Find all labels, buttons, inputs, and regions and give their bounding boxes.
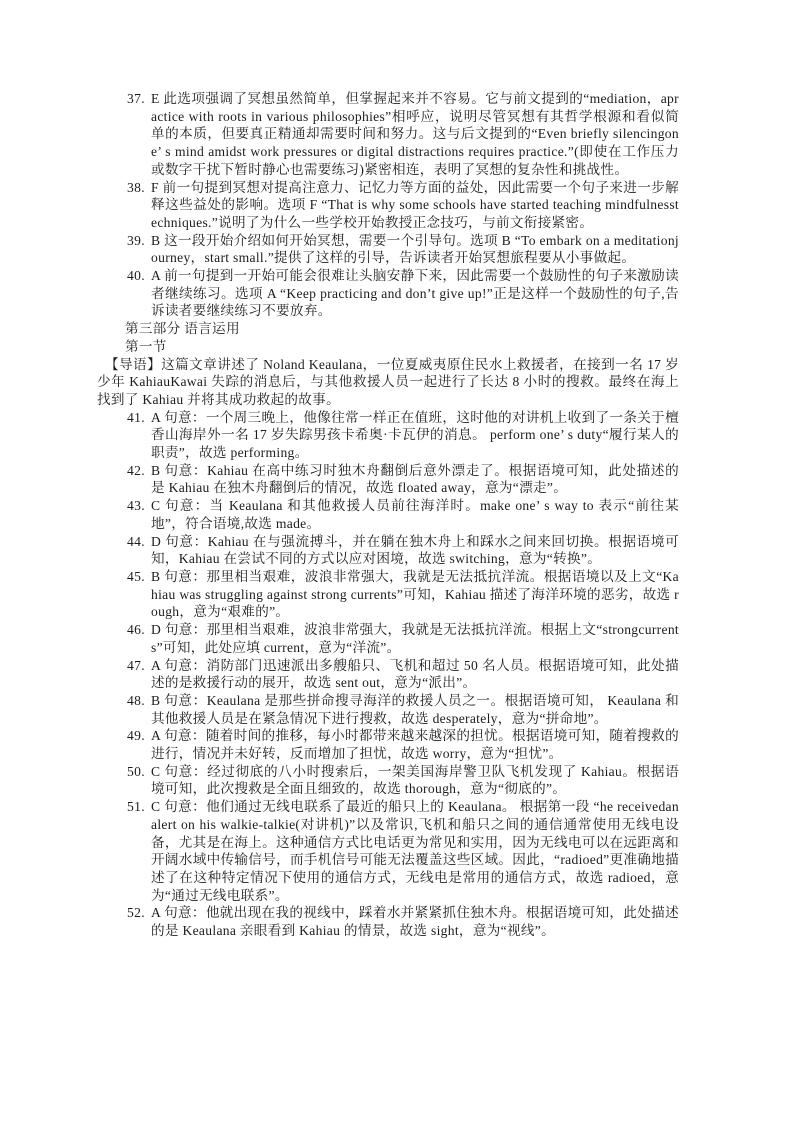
answer-item-50: [127, 763, 679, 798]
answer-text: A 句意：消防部门迅速派出多艘船只、飞机和超过 50 名人员。根据语境可知，此处描述的是救援行动的展开，故选 sent out，意为“派出”。: [151, 657, 679, 691]
answer-number: 44.: [127, 533, 145, 549]
intro-paragraph: 【导语】这篇文章讲述了 Noland Keaulana，一位夏威夷原住民水上救援者，在接到一名 17 岁少年 KahiauKawai 失踪的消息后，与其他救援人员一起进行了长达 8 小时的搜救。最终在海上找到了 Kahiau 并将其成功救起的故事。: [97, 356, 679, 407]
answer-item-49: [127, 727, 679, 762]
answer-text: B 句意：Keaulana 是那些拼命搜寻海洋的救援人员之一。根据语境可知， Keaulana 和其他救援人员是在紧急情况下进行搜救，故选 desperately，意为“拼命地”。: [151, 692, 679, 726]
answer-text: C 句意：经过彻底的八小时搜索后，一架美国海岸警卫队飞机发现了 Kahiau。根据语境可知，此次搜救是全面且细致的，故选 thorough，意为“彻底的”。: [151, 763, 679, 797]
answer-text: A 句意：一个周三晚上，他像往常一样正在值班，这时他的对讲机上收到了一条关于檀香山海岸外一名 17 岁失踪男孩卡希奥·卡瓦伊的消息。 perform one’ s duty“履行某人的职责”，故选 performing。: [151, 409, 679, 461]
answer-text: E 此选项强调了冥想虽然简单，但掌握起来并不容易。它与前文提到的“mediation，apractice with roots in various philosophies”相呼应，说明尽管冥想有其哲学根源和看似简单的本质，但要真正精通却需要时间和努力。这与后文提到的“Even briefly silencingone’ s mind amidst work pressures or digital distractions requires practice.”(即使在工作压力或数字干扰下暂时静心也需要练习)紧密相连，表明了冥想的复杂性和挑战性。: [151, 91, 679, 177]
answer-item-52: [127, 904, 679, 939]
answer-item-47: [127, 657, 679, 692]
answer-item-42: [127, 462, 679, 497]
answer-number: 38.: [127, 179, 145, 195]
answer-item-48: [127, 692, 679, 727]
answer-text: A 句意：他就出现在我的视线中，踩着水并紧紧抓住独木舟。根据语境可知，此处描述的是 Keaulana 亲眼看到 Kahiau 的情景，故选 sight，意为“视线”。: [151, 905, 679, 939]
answer-text: B 句意：Kahiau 在高中练习时独木舟翻倒后意外漂走了。根据语境可知，此处描述的是 Kahiau 在独木舟翻倒后的情况，故选 floated away，意为“漂走”。: [151, 462, 679, 496]
answer-text: B 句意：那里相当艰难，波浪非常强大，我就是无法抵抗洋流。根据语境以及上文“Kahiau was struggling against strong currents”可知，Kahiau 描述了海洋环境的恶劣，故选 rough，意为“艰难的”。: [151, 568, 679, 620]
answer-text: B 这一段开始介绍如何开始冥想，需要一个引导句。选项 B “To embark on a meditationjourney，start small.”提供了这样的引导，告诉读者开始冥想旅程要从小事做起。: [151, 232, 679, 266]
answer-number: 46.: [127, 622, 145, 638]
answer-item-43: [127, 497, 679, 532]
answer-item-46: [127, 621, 679, 656]
answer-text: D 句意：Kahiau 在与强流搏斗，并在躺在独木舟上和踩水之间来回切换。根据语境可知，Kahiau 在尝试不同的方式以应对困境，故选 switching，意为“转换”。: [151, 533, 679, 567]
answer-item-38: [127, 179, 679, 232]
answer-number: 37.: [127, 91, 145, 106]
answer-text: C 句意：他们通过无线电联系了最近的船只上的 Keaulana。 根据第一段 “he receivedan alert on his walkie-talkie(对讲机)”以及常识,飞机和船只之间的通信通常使用无线电设备，尤其是在海上。这种通信方式比电话更为常见和实用，因为无线电可以在远距离和开阔水域中传输信号，而手机信号可能无法覆盖这些区域。因此，“radioed”更准确地描述了在这种特定情况下使用的通信方式，无线电是常用的通信方式，故选 radioed，意为“通过无线电联系”。: [151, 799, 679, 903]
answer-text: C 句意：当 Keaulana 和其他救援人员前往海洋时。make one’ s way to 表示“前往某地”，符合语境,故选 made。: [151, 498, 679, 531]
answer-number: 42.: [127, 462, 145, 478]
part-heading: 第三部分 语言运用: [125, 321, 240, 337]
answer-text: A 前一句提到一开始可能会很难让头脑安静下来，因此需要一个鼓励性的句子来激励读者继续练习。选项 A “Keep practicing and don’t give up!”正是这样一个鼓励性的句子,告诉读者要继续练习不要放弃。: [151, 268, 679, 319]
answer-number: 50.: [127, 763, 145, 779]
answer-key-content: [97, 90, 679, 940]
section-heading: 第一节: [125, 338, 167, 354]
answer-number: 41.: [127, 409, 145, 425]
answer-text: F 前一句提到冥想对提高注意力、记忆力等方面的益处，因此需要一个句子来进一步解释这些益处的影响。选项 F “That is why some schools have started teaching mindfulnesstechniques.”说明了为什么一些学校开始教授正念技巧，与前文衔接紧密。: [151, 179, 679, 230]
answer-item-40: [127, 267, 679, 320]
answer-number: 43.: [127, 498, 145, 514]
answer-number: 48.: [127, 692, 145, 708]
answer-item-41: [127, 409, 679, 462]
answer-number: 45.: [127, 568, 145, 584]
answer-number: 39.: [127, 232, 145, 248]
answer-text: D 句意：那里相当艰难，波浪非常强大，我就是无法抵抗洋流。根据上文“strongcurrents”可知，此处应填 current，意为“洋流”。: [151, 622, 679, 655]
answer-item-37: [127, 90, 679, 179]
answer-item-51: [127, 798, 679, 904]
answer-item-44: [127, 533, 679, 568]
answer-number: 51.: [127, 799, 145, 815]
answer-number: 52.: [127, 905, 145, 921]
answer-number: 47.: [127, 657, 145, 673]
answer-item-45: [127, 568, 679, 621]
answer-item-39: [127, 232, 679, 267]
answer-number: 40.: [127, 268, 145, 284]
answer-number: 49.: [127, 728, 145, 744]
answer-text: A 句意：随着时间的推移，每小时都带来越来越深的担忧。根据语境可知，随着搜救的进行，情况并未好转，反而增加了担忧，故选 worry，意为“担忧”。: [151, 728, 679, 762]
